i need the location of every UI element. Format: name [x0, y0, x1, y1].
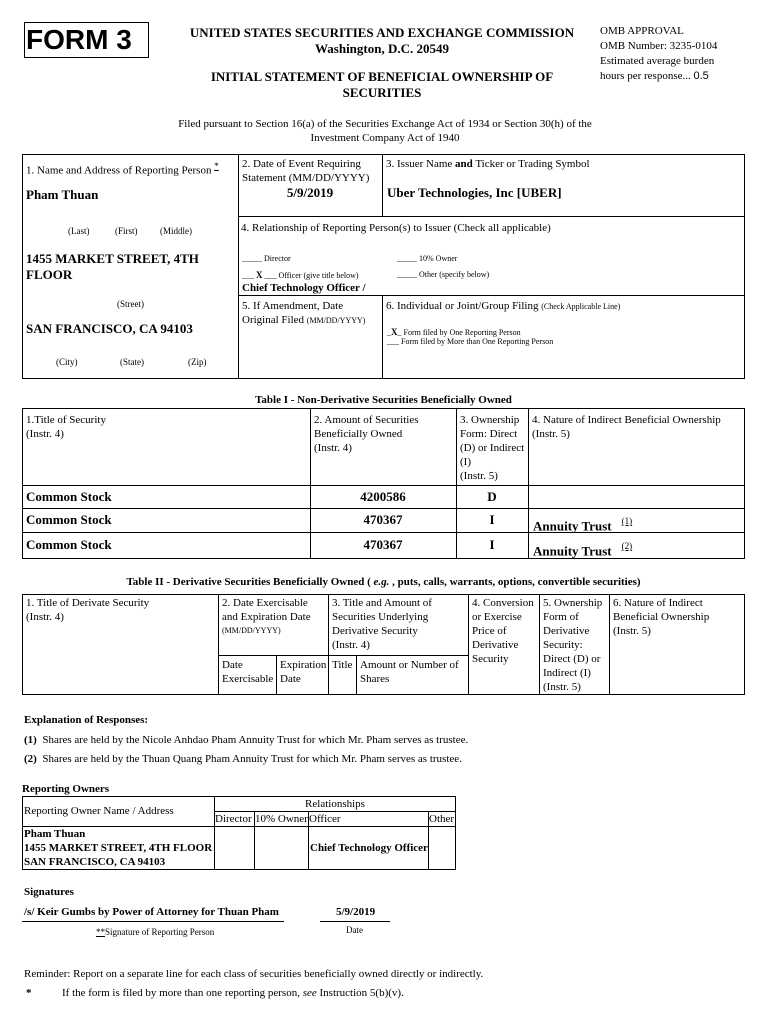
table1-title: Table I - Non-Derivative Securities Beneficially Owned — [255, 394, 512, 406]
row-title: Common Stock — [26, 489, 112, 504]
row-amount: 470367 — [363, 512, 403, 527]
explanation-item: (1) Shares are held by the Nicole Anhdao Pham Annuity Trust for which Mr. Pham serves as trustee. — [24, 734, 469, 746]
table2-col2-header: 2. Date Exercisable and Expiration Date (MM/DD/YYYY) — [222, 597, 311, 635]
owners-col-director: Director — [215, 813, 252, 825]
form-title-line2: SECURITIES — [342, 85, 422, 100]
owners-relationships-header: Relationships — [305, 798, 365, 810]
omb-line: hours per response... 0.5 — [600, 70, 709, 82]
table2-title: Table II - Derivative Securities Beneficially Owned ( e.g. , puts, calls, warrants, options, convertible securities) — [126, 576, 641, 588]
footnote-link[interactable]: (2) — [621, 541, 633, 551]
table2-col5-header: 5. Ownership Form of Derivative Security: Direct (D) or Indirect (I) (Instr. 5) — [543, 597, 603, 693]
table1-header-title: 1.Title of Security (Instr. 4) — [26, 414, 106, 440]
reminder: Reminder: Report on a separate line for each class of securities beneficially owned directly or indirectly. — [24, 968, 484, 980]
owner-officer-value: Chief Technology Officer — [310, 842, 428, 854]
omb-line: OMB Number: 3235-0104 — [600, 40, 718, 52]
street-label: (Street) — [117, 299, 144, 309]
name-first-label: (First) — [115, 226, 138, 236]
row-nature: Annuity Trust $^{(2)}$ — [533, 541, 633, 559]
owners-col-ten-pct: 10% Owner — [255, 813, 308, 825]
form-label: FORM 3 — [26, 24, 132, 55]
table2-col3-header: 3. Title and Amount of Securities Underlying Derivative Security (Instr. 4) — [332, 597, 432, 651]
owners-col-other: Other — [429, 813, 455, 825]
box6-label: 6. Individual or Joint/Group Filing (Check Applicable Line) — [386, 300, 621, 312]
signatures-title: Signatures — [24, 886, 74, 898]
table2-col2b-header: Expiration Date — [280, 659, 327, 685]
table2-col4-header: 4. Conversion or Exercise Price of Derivative Security — [472, 597, 534, 665]
box5-label: 5. If Amendment, Date Original Filed (MM/DD/YYYY) — [242, 300, 366, 326]
signer-name: /s/ Keir Gumbs by Power of Attorney for Thuan Pham — [24, 906, 279, 918]
omb-line: Estimated average burden — [600, 55, 715, 67]
table2-col6-header: 6. Nature of Indirect Beneficial Ownership (Instr. 5) — [613, 597, 710, 637]
table2-col2a-header: Date Exercisable — [222, 659, 274, 685]
issuer-name: Uber Technologies, Inc [UBER] — [387, 185, 562, 200]
officer-title: Chief Technology Officer / — [242, 282, 366, 294]
name-middle-label: (Middle) — [160, 226, 192, 236]
row-title: Common Stock — [26, 537, 112, 552]
agency-location: Washington, D.C. 20549 — [315, 41, 449, 56]
agency-name: UNITED STATES SECURITIES AND EXCHANGE COMMISSION — [189, 25, 575, 40]
form-title-line1: INITIAL STATEMENT OF BENEFICIAL OWNERSHIP OF — [210, 69, 554, 84]
explanation-title: Explanation of Responses: — [24, 714, 149, 726]
table2-col3a-header: Title — [332, 659, 353, 671]
relationship-officer: ___ X ___ Officer (give title below) — [242, 270, 359, 280]
filed-pursuant: Filed pursuant to Section 16(a) of the Securities Exchange Act of 1934 or Section 30(h) of the Investment Company Act of 1940 — [178, 118, 592, 144]
row-title: Common Stock — [26, 512, 112, 527]
relationship-other: _____ Other (specify below) — [397, 270, 490, 279]
row-form: I — [489, 537, 495, 552]
owners-title: Reporting Owners — [22, 783, 110, 795]
explanation-item: (2) Shares are held by the Thuan Quang Pham Annuity Trust for which Mr. Pham serves as trustee. — [24, 753, 462, 765]
reporting-person-name: Pham Thuan — [26, 187, 99, 202]
state-label: (State) — [120, 357, 144, 367]
zip-label: (Zip) — [188, 357, 207, 367]
owners-name-header: Reporting Owner Name / Address — [24, 805, 174, 817]
owners-col-officer: Officer — [309, 813, 341, 825]
date-label: Date — [346, 925, 363, 935]
box6-option-two: ___ Form filed by More than One Reporting Person — [387, 337, 554, 346]
city-state-zip: SAN FRANCISCO, CA 94103 — [26, 321, 193, 336]
street-address: 1455 MARKET STREET, 4TH FLOOR — [26, 251, 199, 282]
box6-option-one: _X_ Form filed by One Reporting Person — [387, 327, 521, 337]
row-amount: 470367 — [363, 537, 403, 552]
omb-approval — [600, 24, 717, 84]
table1-header-amount: 2. Amount of Securities Beneficially Owned (Instr. 4) — [314, 414, 419, 454]
row-form: I — [489, 512, 495, 527]
footer-star: * — [26, 987, 32, 999]
table2-col3b-header: Amount or Number of Shares — [360, 659, 459, 685]
signature-label: **Signature of Reporting Person — [96, 927, 215, 937]
name-last-label: (Last) — [68, 226, 90, 236]
footnote-link[interactable]: (1) — [621, 516, 633, 526]
table2-col1-header: 1. Title of Derivate Security (Instr. 4) — [26, 597, 150, 623]
footer-note: If the form is filed by more than one reporting person, see Instruction 5(b)(v). — [62, 987, 404, 999]
table1-header-nature: 4. Nature of Indirect Beneficial Ownership (Instr. 5) — [532, 414, 721, 440]
owner-address: Pham Thuan 1455 MARKET STREET, 4TH FLOOR SAN FRANCISCO, CA 94103 — [24, 828, 213, 868]
row-nature: Annuity Trust $^{(1)}$ — [533, 516, 633, 534]
city-label: (City) — [56, 357, 78, 367]
box1-label: 1. Name and Address of Reporting Person * — [26, 161, 219, 177]
row-amount: 4200586 — [360, 489, 406, 504]
signature-date: 5/9/2019 — [336, 906, 376, 918]
event-date: 5/9/2019 — [286, 185, 334, 200]
box2-label: 2. Date of Event Requiring Statement (MM/DD/YYYY) — [242, 158, 370, 184]
relationship-director: _____ Director — [242, 254, 291, 263]
box4-label: 4. Relationship of Reporting Person(s) to Issuer (Check all applicable) — [241, 222, 551, 234]
table1-header-ownership: 3. Ownership Form: Direct (D) or Indirect (I) (Instr. 5) — [460, 414, 525, 482]
omb-line: OMB APPROVAL — [600, 25, 684, 37]
relationship-ten-pct: _____ 10% Owner — [397, 254, 458, 263]
row-form: D — [487, 489, 497, 504]
box3-label: 3. Issuer Name and Ticker or Trading Symbol — [386, 158, 590, 170]
